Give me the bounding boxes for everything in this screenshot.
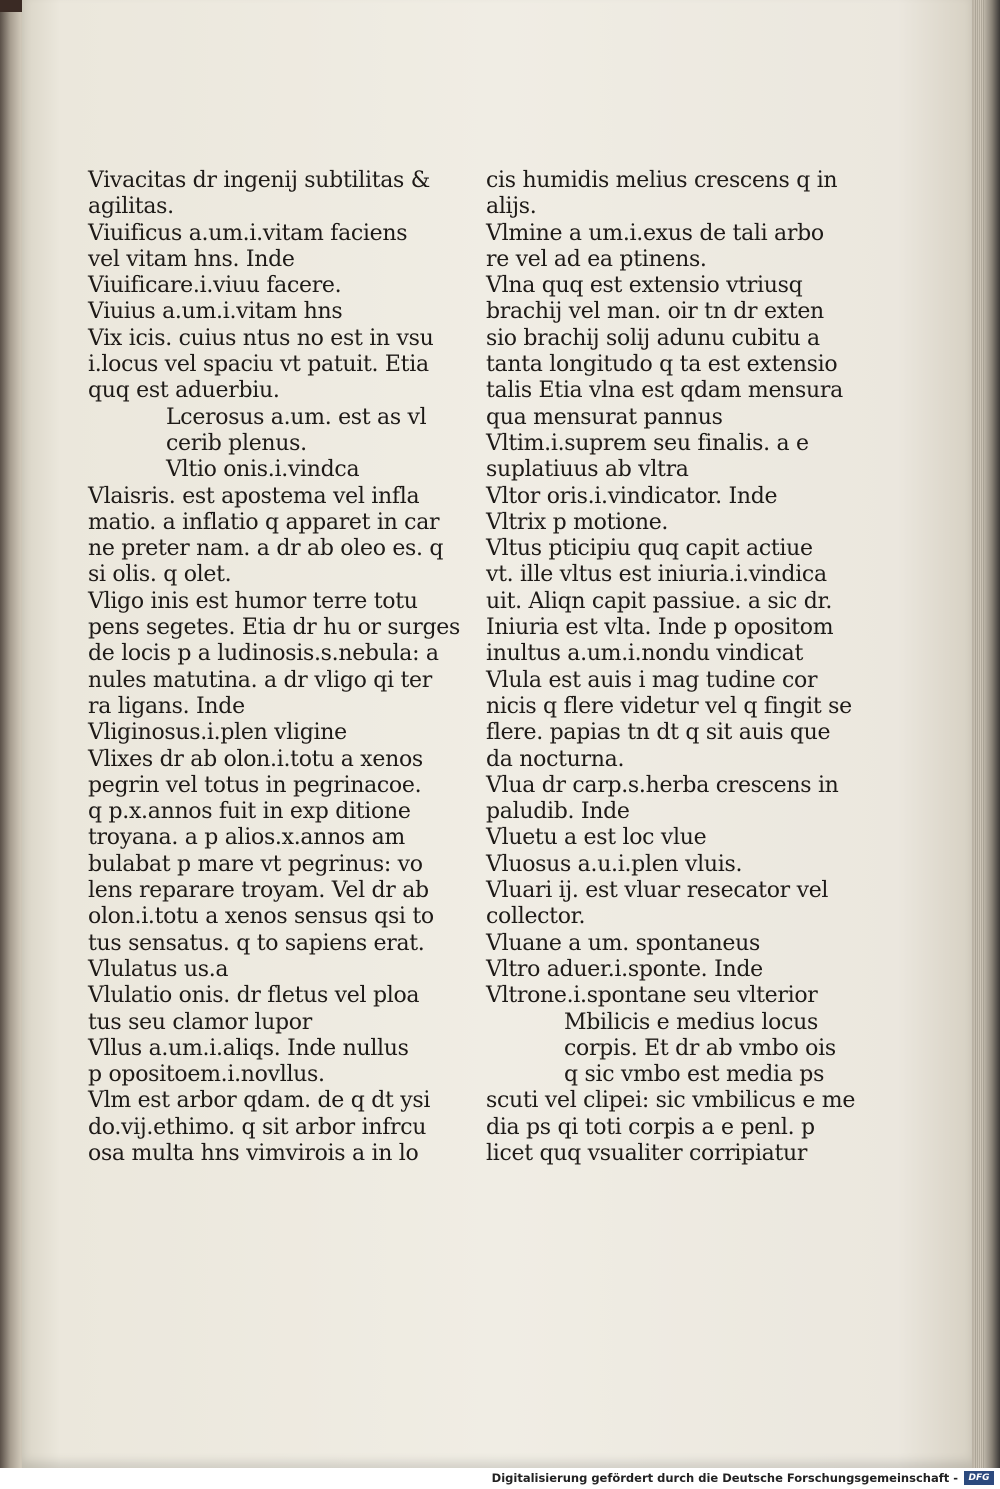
text-line: Vltio onis.i.vindca <box>166 457 360 483</box>
text-line: tus seu clamor lupor <box>88 1009 312 1035</box>
text-line: cis humidis melius crescens q in <box>486 168 838 193</box>
text-line: i.locus vel spaciu vt patuit. Etia <box>88 352 429 378</box>
text-line: suplatiuus ab vltra <box>486 457 689 483</box>
text-line: Vltrone.i.spontane seu vlterior <box>486 983 818 1009</box>
text-line: Vltrix p motione. <box>486 509 669 535</box>
text-line: Viuificare.i.viuu facere. <box>88 273 342 299</box>
text-line: Viuificus a.um.i.vitam faciens <box>88 220 408 246</box>
text-line: Lcerosus a.um. est as vl <box>166 404 427 430</box>
page-edges-texture <box>974 0 984 1468</box>
text-line: Vlua dr carp.s.herba crescens in <box>486 772 839 798</box>
text-line: Mbilicis e medius locus <box>564 1009 818 1035</box>
footer-bar <box>0 1468 1000 1489</box>
text-line: q sic vmbo est media ps <box>564 1062 825 1088</box>
text-line: sio brachij solij adunu cubitu a <box>486 325 820 351</box>
text-line: Iniuria est vlta. Inde p opositom <box>486 615 834 641</box>
left-text-column <box>88 168 460 1167</box>
text-line: vel vitam hns. Inde <box>88 246 295 272</box>
text-line: Vluane a um. spontaneus <box>486 930 761 956</box>
text-line: si olis. q olet. <box>88 562 232 588</box>
text-line: inultus a.um.i.nondu vindicat <box>486 641 804 667</box>
text-line: Vligo inis est humor terre totu <box>88 588 418 614</box>
text-line: re vel ad ea ptinens. <box>486 246 707 272</box>
text-line: flere. papias tn dt q sit auis que <box>486 720 831 746</box>
text-line: qua mensurat pannus <box>486 404 723 430</box>
text-line: p opositoem.i.novllus. <box>88 1062 325 1088</box>
text-line: brachij vel man. oir tn dr exten <box>486 299 824 325</box>
text-line: Vltor oris.i.vindicator. Inde <box>486 483 778 509</box>
text-line: q p.x.annos fuit in exp ditione <box>88 799 411 825</box>
text-line: osa multa hns vimvirois a in lo <box>88 1140 419 1166</box>
text-line: agilitas. <box>88 194 174 220</box>
text-line: Vlmine a um.i.exus de tali arbo <box>486 220 824 246</box>
text-line: vt. ille vltus est iniuria.i.vindica <box>486 562 827 588</box>
text-line: pens segetes. Etia dr hu or surges <box>88 615 460 641</box>
text-line: lens reparare troyam. Vel dr ab <box>88 878 429 904</box>
text-line: licet quq vsualiter corripiatur <box>486 1140 808 1166</box>
text-line: scuti vel clipei: sic vmbilicus e me <box>486 1088 856 1114</box>
text-line: cerib plenus. <box>166 430 307 456</box>
text-line: da nocturna. <box>486 746 625 772</box>
text-line: Vltro aduer.i.sponte. Inde <box>486 956 763 982</box>
right-text-column <box>486 168 856 1167</box>
text-line: paludib. Inde <box>486 799 630 825</box>
text-line: dia ps qi toti corpis a e penl. p <box>486 1114 815 1140</box>
text-line: nicis q flere videtur vel q fingit se <box>486 693 852 719</box>
text-line: Vlulatio onis. dr fletus vel ploa <box>88 983 420 1009</box>
text-line: collector. <box>486 904 586 930</box>
text-line: bulabat p mare vt pegrinus: vo <box>88 851 423 877</box>
text-line: ra ligans. Inde <box>88 693 245 719</box>
text-line: Vlaisris. est apostema vel infla <box>88 483 420 509</box>
text-line: nules matutina. a dr vligo qi ter <box>88 667 432 693</box>
text-line: Vlna quq est extensio vtriusq <box>486 273 803 299</box>
text-line: pegrin vel totus in pegrinacoe. <box>88 772 422 798</box>
text-line: Vlula est auis i mag tudine cor <box>486 667 818 693</box>
text-line: tus sensatus. q to sapiens erat. <box>88 930 425 956</box>
footer-credit: Digitalisierung gefördert durch die Deutsche Forschungsgemeinschaft - <box>491 1471 958 1485</box>
text-line: Vivacitas dr ingenij subtilitas & <box>88 168 431 193</box>
text-line: corpis. Et dr ab vmbo ois <box>564 1035 836 1061</box>
text-line: Vluari ij. est vluar resecator vel <box>486 878 829 904</box>
text-line: Vluosus a.u.i.plen vluis. <box>486 851 743 877</box>
text-line: tanta longitudo q ta est extensio <box>486 352 838 378</box>
text-line: uit. Aliqn capit passiue. a sic dr. <box>486 588 833 614</box>
text-line: Vlm est arbor qdam. de q dt ysi <box>88 1088 431 1114</box>
text-line: de locis p a ludinosis.s.nebula: a <box>88 641 439 667</box>
text-line: Vllus a.um.i.aliqs. Inde nullus <box>88 1035 409 1061</box>
text-line: Viuius a.um.i.vitam hns <box>88 299 343 325</box>
text-line: troyana. a p alios.x.annos am <box>88 825 405 851</box>
text-line: matio. a inflatio q apparet in car <box>88 509 440 535</box>
text-line: Vlixes dr ab olon.i.totu a xenos <box>88 746 423 772</box>
text-line: Vix icis. cuius ntus no est in vsu <box>88 325 434 351</box>
text-line: olon.i.totu a xenos sensus qsi to <box>88 904 434 930</box>
text-line: ne preter nam. a dr ab oleo es. q <box>88 536 444 562</box>
text-line: Vltus pticipiu quq capit actiue <box>486 536 813 562</box>
text-line: talis Etia vlna est qdam mensura <box>486 378 843 404</box>
text-line: quq est aduerbiu. <box>88 378 280 404</box>
text-line: Vltim.i.suprem seu finalis. a e <box>486 430 809 456</box>
text-line: Vlulatus us.a <box>88 956 229 982</box>
text-line: alijs. <box>486 194 537 220</box>
text-line: do.vij.ethimo. q sit arbor infrcu <box>88 1114 427 1140</box>
text-line: Vliginosus.i.plen vligine <box>88 720 347 746</box>
text-line: Vluetu a est loc vlue <box>486 825 707 851</box>
dfg-logo: DFG <box>964 1471 994 1485</box>
